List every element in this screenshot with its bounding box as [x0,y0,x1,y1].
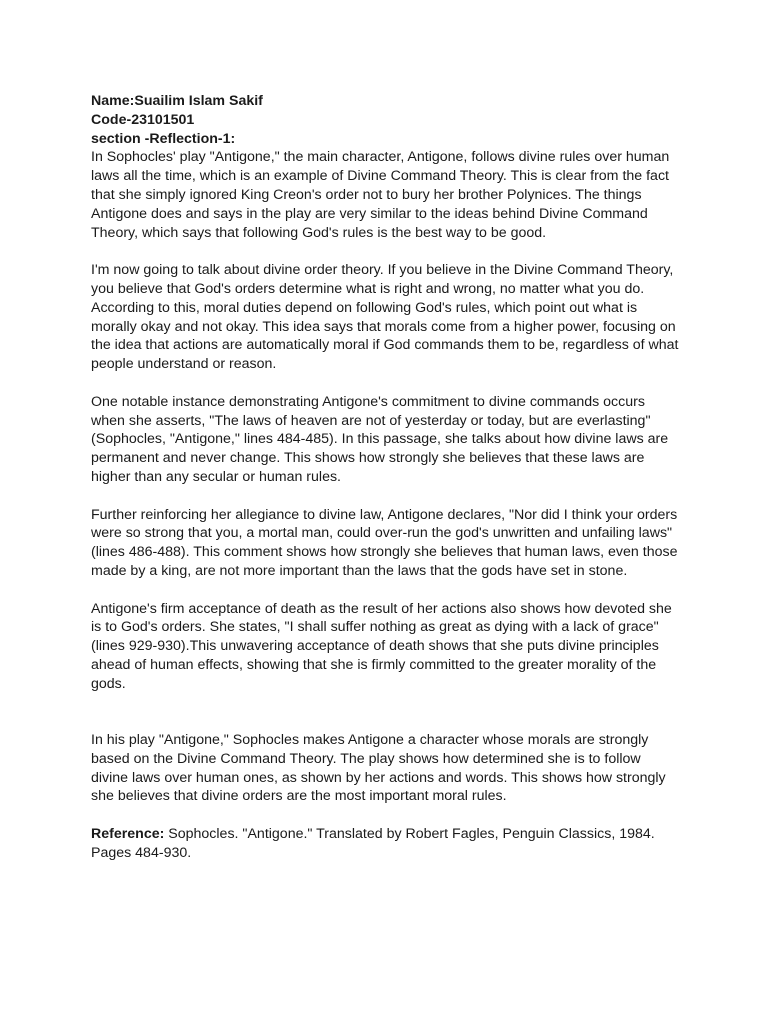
reference [91,825,681,863]
section-title: section -Reflection-1: [91,130,236,147]
document-body [91,92,681,881]
paragraph-conclusion: In his play "Antigone," Sophocles makes Antigone a character whose morals are strongly based on the Divine Command Theory. The play shows how determined she is to follow divine laws over human ones, as shown by her actions and words. This shows how strongly she believes that divine orders are the most important moral rules. [91,732,666,805]
reference-text: Sophocles. "Antigone." Translated by Robert Fagles, Penguin Classics, 1984. Pages 484-930. [91,826,655,861]
paragraph-allegiance: Further reinforcing her allegiance to divine law, Antigone declares, "Nor did I think your orders were so strong that you, a mortal man, could over-run the god's unwritten and unfailing laws" (lines 486-488). This comment shows how strongly she believes that human laws, even those made by a king, are not more important than the laws that the gods have set in stone. [91,506,678,579]
student-code: Code-23101501 [91,111,195,128]
paragraph-divine-command-theory: I'm now going to talk about divine order theory. If you believe in the Divine Command Theory, you believe that God's orders determine what is right and wrong, no matter what you do. According to this, moral duties depend on following God's rules, which point out what is morally okay and not okay. This idea says that morals come from a higher power, focusing on the idea that actions are automatically moral if God commands them to be, regardless of what people understand or reason. [91,262,679,373]
paragraph-acceptance-of-death: Antigone's firm acceptance of death as the result of her actions also shows how devoted she is to God's orders. She states, "I shall suffer nothing as great as dying with a lack of grace" (lines 929-930).This unwavering acceptance of death shows that she puts divine principles ahead of human effects, showing that she is firmly committed to the greater morality of the gods. [91,600,672,692]
paragraph-intro: In Sophocles' play "Antigone," the main character, Antigone, follows divine rules over human laws all the time, which is an example of Divine Command Theory. This is clear from the fact that she simply ignored King Creon's order not to bury her brother Polynices. The things Antigone does and says in the play are very similar to the ideas behind Divine Command Theory, which says that following God's rules is the best way to be good. [91,149,670,241]
paragraph-laws-of-heaven: One notable instance demonstrating Antigone's commitment to divine commands occurs when she asserts, "The laws of heaven are not of yesterday or today, but are everlasting" (Sophocles, "Antigone," lines 484-485). In this passage, she talks about how divine laws are permanent and never change. This shows how strongly she believes that these laws are higher than any secular or human rules. [91,393,669,485]
reference-label: Reference: [91,826,165,843]
author-name: Name:Suailim Islam Sakif [91,93,263,109]
